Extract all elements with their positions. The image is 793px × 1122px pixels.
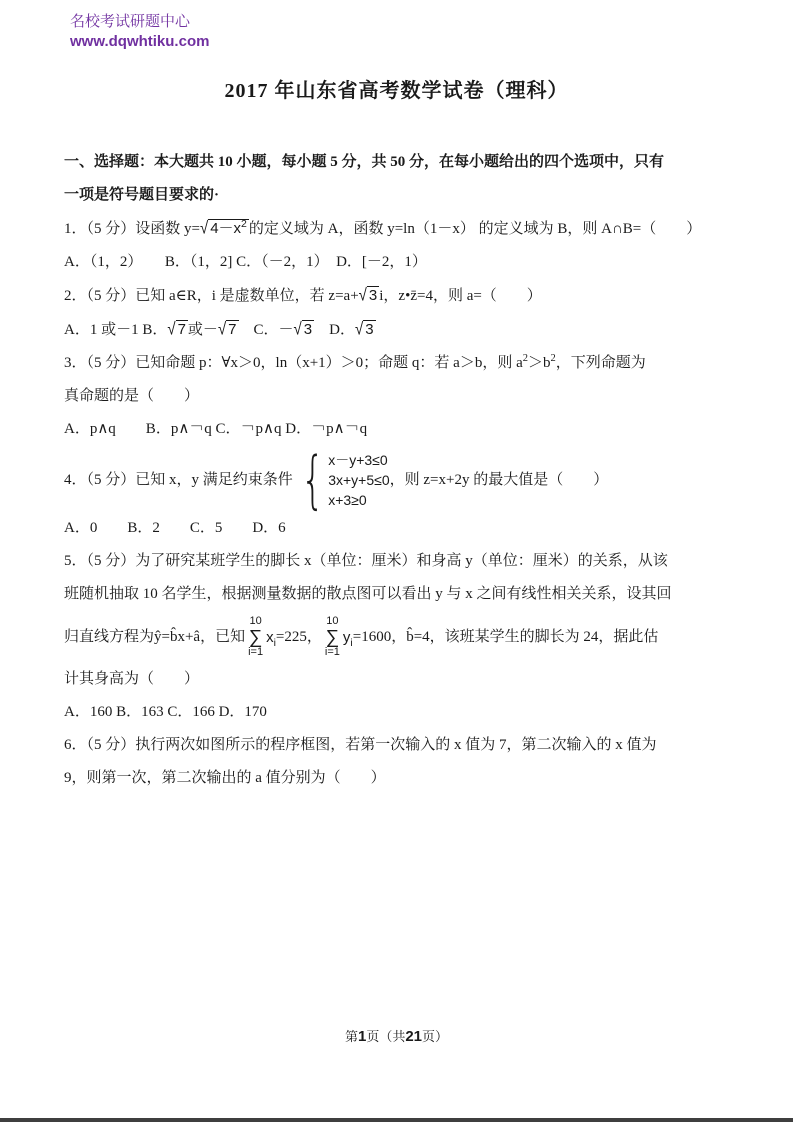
question-2-options: A．1 或－1 B．√ 7 或－√ 7 C．－√ 3 D．√ 3: [64, 319, 374, 340]
summation-symbol: 10 ∑ i=1: [324, 614, 340, 658]
question-4-text: 4．（5 分）已知 x，y 满足约束条件 { x－y+3≤0 3x+y+5≤0 x+3≥0 ，则 z=x+2y 的最大值是（ ）: [64, 443, 609, 517]
system-row-2: 3x+y+5≤0: [328, 472, 390, 488]
question-6-text-line2: 9，则第一次，第二次输出的 a 值分别为（ ）: [64, 770, 386, 786]
radical-sign: √: [358, 285, 367, 306]
section-heading-line2: 一项是符号题目要求的·: [64, 187, 220, 203]
sqrt-expression: √ 7: [217, 319, 237, 340]
question-3-text-line1: 3．（5 分）已知命题 p：∀x＞0，ln（x+1）＞0；命题 q：若 a＞b，则 $a^2>b^2$，下列命题为: [64, 353, 646, 371]
question-3: [64, 347, 736, 446]
sqrt-expression: √ 7: [167, 319, 186, 340]
system-row-3: x+3≥0: [328, 492, 367, 508]
question-3-text-line2: 真命题的是（ ）: [64, 388, 200, 404]
current-page-number: 1: [357, 1028, 367, 1045]
inequality-system: [293, 443, 390, 517]
system-row-1: x－y+3≤0: [328, 452, 388, 468]
question-6: [64, 729, 736, 795]
exam-title: 2017 年山东省高考数学试卷（理科）: [224, 80, 569, 102]
question-5-options: A．160 B．163 C．166 D．170: [64, 704, 267, 720]
question-5-text-line4: 计其身高为（ ）: [64, 671, 200, 687]
left-brace: {: [300, 443, 325, 517]
radical-sign: √: [199, 218, 209, 239]
question-5-text-line3: 归直线方程为ŷ=b̂x+â，已知 10 ∑ i=1 $x_i$ =225， 10 ∑ i=1 $y_i$ =1600，b̂=4，该班某学生的脚长为 24，据此估: [64, 614, 659, 658]
sqrt-expression: √ $4-x^2$: [200, 220, 249, 237]
question-1-text: 1．（5 分）设函数 y=√ $4-x^2$ 的定义域为 A，函数 y=ln（1－x） 的定义域为 B，则 A∩B=（ ）: [64, 212, 736, 246]
question-6-text-line1: 6．（5 分）执行两次如图所示的程序框图，若第一次输入的 x 值为 7，第二次输入的 x 值为: [64, 737, 657, 753]
sqrt-expression: √ 3: [359, 287, 380, 304]
summation-symbol: 10 ∑ i=1: [248, 614, 264, 658]
question-5-text-line1: 5．（5 分）为了研究某班学生的脚长 x（单位：厘米）和身高 y（单位：厘米）的关系，从该: [64, 553, 668, 569]
question-1-options: A．（1，2） B．（1，2] C．（－2，1） D．[－2，1）: [64, 254, 427, 270]
exam-body: [64, 146, 736, 795]
section-heading-line1: 一、选择题：本大题共 10 小题，每小题 5 分，共 50 分，在每小题给出的四个选项中，只有: [64, 154, 665, 170]
site-url: www.dqwhtiku.com: [70, 33, 210, 50]
question-4: [64, 443, 736, 545]
site-name: 名校考试研题中心: [70, 13, 191, 30]
sqrt-expression: √ 3: [293, 319, 313, 340]
window-bottom-edge: [0, 1118, 793, 1122]
page-footer: 第1页（共21页）: [344, 1028, 449, 1045]
question-5: [64, 545, 736, 729]
question-4-options: A．0 B．2 C．5 D．6: [64, 520, 286, 536]
question-1: [64, 212, 736, 279]
question-5-text-line2: 班随机抽取 10 名学生，根据测量数据的散点图可以看出 y 与 x 之间有线性相关关系，设其回: [64, 586, 672, 602]
site-header: [70, 12, 209, 52]
question-2-text: 2．（5 分）已知 a∈R，i 是虚数单位，若 z=a+√ 3 i，z•z̄=4，则 a=（ ）: [64, 279, 736, 313]
question-3-options: A．p∧q B．p∧￢q C．￢p∧q D．￢p∧￢q: [64, 421, 368, 437]
question-2: [64, 279, 736, 347]
sqrt-expression: √ 3: [354, 319, 374, 340]
total-page-count: 21: [405, 1028, 423, 1045]
